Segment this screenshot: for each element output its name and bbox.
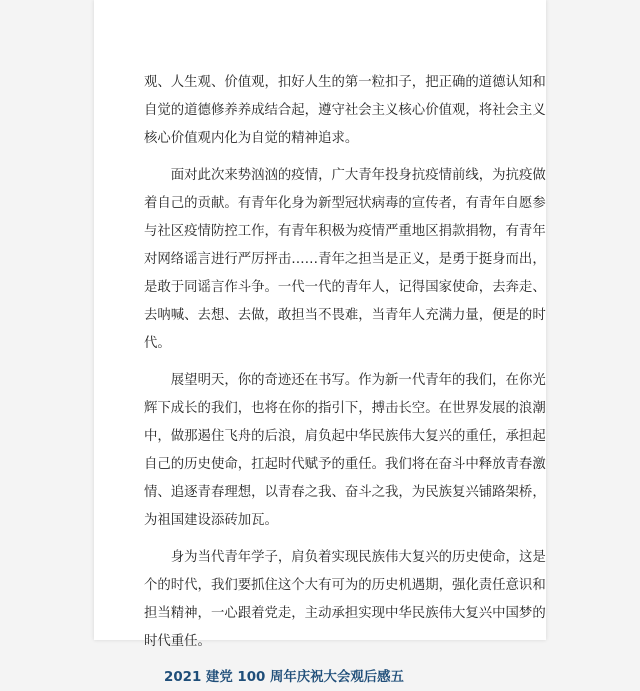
text-line: 面对此次来势汹汹的疫情，广大青年投身抗疫情前线，为抗疫做 xyxy=(170,168,546,183)
text-line: 展望明天，你的奇迹还在书写。作为新一代青年的我们，在你光 xyxy=(170,373,546,388)
text-line: 对网络谣言进行严厉抨击……青年之担当是正义，是勇于挺身而出， xyxy=(144,252,546,267)
text-line: 是敢于同谣言作斗争。一代一代的青年人，记得国家使命，去奔走、 xyxy=(144,280,546,295)
text-line: 个的时代，我们要抓住这个大有可为的历史机遇期，强化责任意识和 xyxy=(144,578,546,593)
document-body xyxy=(144,69,546,691)
text-line: 辉下成长的我们，也将在你的指引下，搏击长空。在世界发展的浪潮 xyxy=(144,401,546,416)
text-line: 核心价值观内化为自觉的精神追求。 xyxy=(144,131,359,146)
text-line: 担当精神，一心跟着党走，主动承担实现中华民族伟大复兴中国梦的 xyxy=(144,606,546,621)
paragraph-2 xyxy=(144,162,546,358)
text-line: 身为当代青年学子，肩负着实现民族伟大复兴的历史使命，这是 xyxy=(170,550,546,565)
text-line: 自己的历史使命，扛起时代赋予的重任。我们将在奋斗中释放青春激 xyxy=(144,457,546,472)
text-line: 观、人生观、价值观，扣好人生的第一粒扣子，把正确的道德认知和 xyxy=(144,75,546,90)
text-line: 代。 xyxy=(144,336,171,351)
text-line: 与社区疫情防控工作，有青年积极为疫情严重地区捐款捐物，有青年 xyxy=(144,224,546,239)
section-heading: 2021 建党 100 周年庆祝大会观后感五 xyxy=(164,670,404,685)
text-line: 中，做那遏住飞舟的后浪，肩负起中华民族伟大复兴的重任，承担起 xyxy=(144,429,546,444)
text-line: 情、追逐青春理想，以青春之我、奋斗之我，为民族复兴铺路架桥， xyxy=(144,485,546,500)
paragraph-4 xyxy=(144,544,546,656)
text-line: 时代重任。 xyxy=(144,634,211,649)
text-line: 着自己的贡献。有青年化身为新型冠状病毒的宣传者，有青年自愿参 xyxy=(144,196,546,211)
text-line: 为祖国建设添砖加瓦。 xyxy=(144,513,278,528)
text-line: 去呐喊、去想、去做，敢担当不畏难，当青年人充满力量，便是的时 xyxy=(144,308,546,323)
text-line: 自觉的道德修养养成结合起，遵守社会主义核心价值观，将社会主义 xyxy=(144,103,546,118)
paragraph-1 xyxy=(144,69,546,153)
paragraph-3 xyxy=(144,367,546,535)
document-page xyxy=(94,0,546,685)
